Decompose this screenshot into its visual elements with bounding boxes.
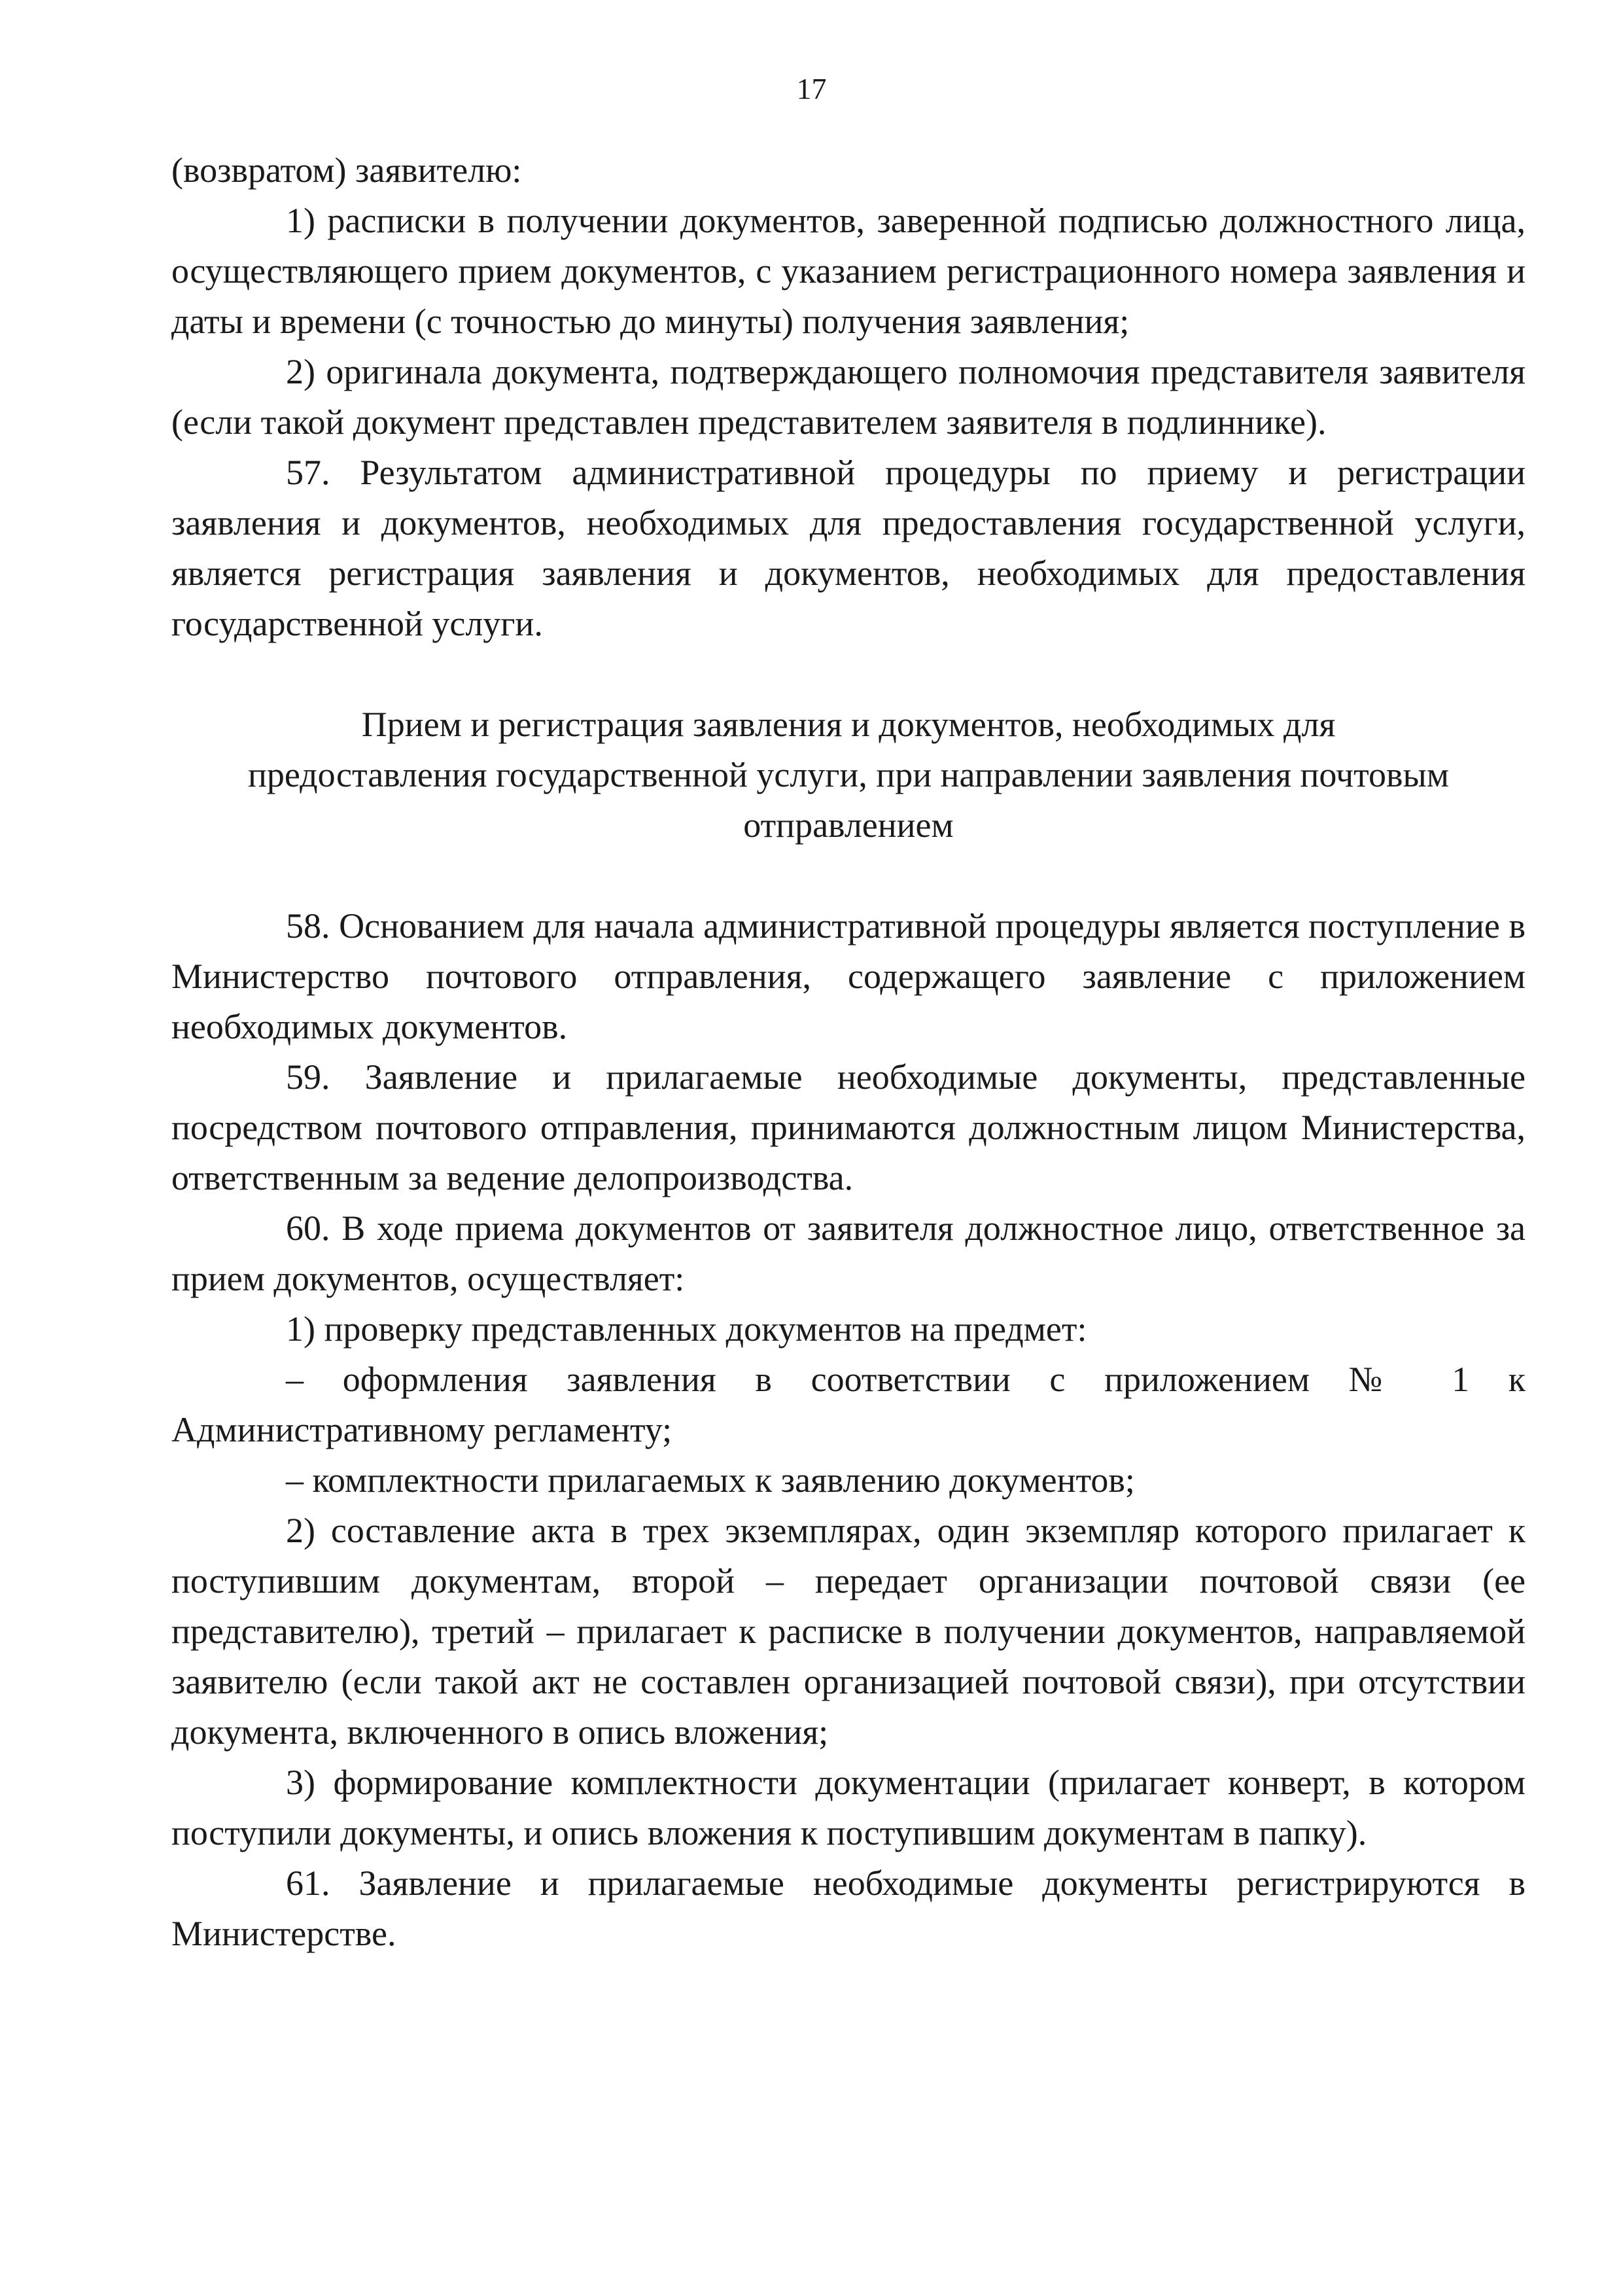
- paragraph: 2) оригинала документа, подтверждающего полномочия представителя заявителя (если такой документ представлен представителем заявителя в подлиннике).: [171, 352, 1526, 442]
- paragraph: 57. Результатом административной процедуры по приему и регистрации заявления и документов, необходимых для предоставления государственной услуги, является регистрация заявления и документов, необходимых для предоставления государственной услуги.: [171, 453, 1526, 643]
- paragraph: (возвратом) заявителю:: [171, 150, 522, 190]
- section-heading: [171, 699, 1526, 851]
- paragraph: 60. В ходе приема документов от заявителя должностное лицо, ответственное за прием документов, осуществляет:: [171, 1209, 1526, 1298]
- section-heading-line: Прием и регистрация заявления и документов, необходимых для: [361, 705, 1336, 744]
- section-heading-line: предоставления государственной услуги, при направлении заявления почтовым: [248, 755, 1449, 794]
- paragraph: 3) формирование комплектности документации (прилагает конверт, в котором поступили документы, и опись вложения к поступившим документам в папку).: [171, 1763, 1526, 1852]
- document-body: [171, 145, 1526, 1959]
- paragraph: 61. Заявление и прилагаемые необходимые документы регистрируются в Министерстве.: [171, 1863, 1526, 1953]
- paragraph: 1) расписки в получении документов, заверенной подписью должностного лица, осуществляющего прием документов, с указанием регистрационного номера заявления и даты и времени (с точностью до минуты) получения заявления;: [171, 201, 1526, 341]
- paragraph: 1) проверку представленных документов на предмет:: [286, 1309, 1087, 1349]
- paragraph: – оформления заявления в соответствии с приложением № 1 к Административному регламенту;: [171, 1360, 1526, 1449]
- page-number: 17: [796, 72, 827, 105]
- section-heading-line: отправлением: [743, 805, 954, 845]
- paragraph: 2) составление акта в трех экземплярах, один экземпляр которого прилагает к поступившим документам, второй – передает организации почтовой связи (ее представителю), третий – прилагает к расписке в получении документов, направляемой заявителю (если такой акт не составлен организацией почтовой связи), при отсутствии документа, включенного в опись вложения;: [171, 1511, 1526, 1752]
- paragraph: 59. Заявление и прилагаемые необходимые документы, представленные посредством почтового отправления, принимаются должностным лицом Министерства, ответственным за ведение делопроизводства.: [171, 1057, 1526, 1197]
- paragraph: – комплектности прилагаемых к заявлению документов;: [286, 1460, 1135, 1500]
- paragraph: 58. Основанием для начала административной процедуры является поступление в Министерство почтового отправления, содержащего заявление с приложением необходимых документов.: [171, 906, 1526, 1046]
